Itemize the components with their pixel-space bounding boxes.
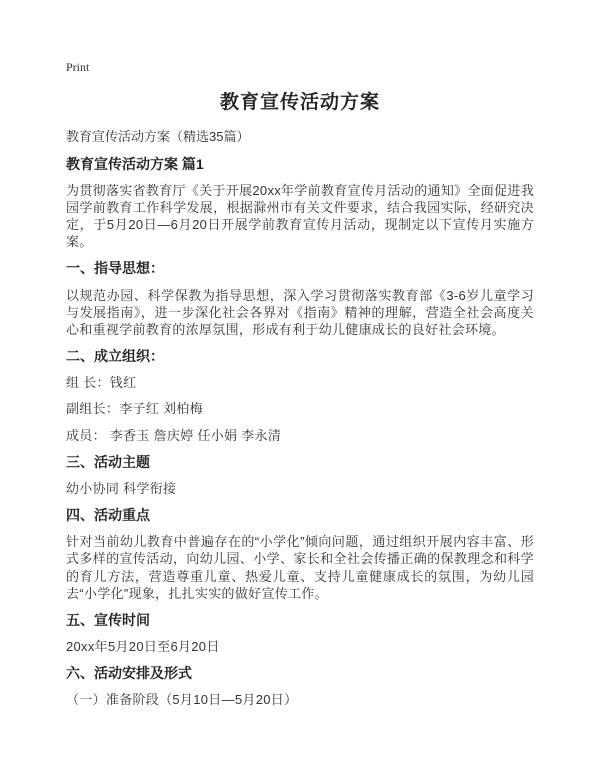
doc-subtitle: 教育宣传活动方案（精选35篇） — [66, 128, 250, 144]
heading-activity-focus: 四、活动重点 — [66, 507, 150, 524]
paragraph-theme: 幼小协同 科学衔接 — [66, 480, 177, 496]
paragraph-leader: 组 长：钱红 — [66, 375, 137, 391]
paragraph-focus: 针对当前幼儿教育中普遍存在的“小学化”倾向问题，通过组织开展内容丰富、形式多样的宣传活动，向幼儿园、小学、家长和全社会传播正确的保教理念和科学的育儿方法，营造尊重儿童、热爱儿童、支持儿童健康成长的氛围，为幼儿园去“小学化”现象，扎扎实实的做好宣传工作。 — [66, 534, 534, 601]
paragraph-deputy-leader: 副组长：李子红 刘柏梅 — [66, 401, 203, 417]
heading-guiding-ideology: 一、指导思想： — [66, 260, 164, 277]
paragraph-time: 20xx年5月20日至6月20日 — [66, 639, 220, 655]
heading-organization: 二、成立组织： — [66, 348, 164, 365]
paragraph-preparation-stage: （一）准备阶段（5月10日—5月20日） — [66, 692, 298, 708]
print-link[interactable]: Print — [66, 60, 90, 74]
heading-activity-theme: 三、活动主题 — [66, 453, 150, 470]
article-title: 教育宣传活动方案 篇1 — [66, 155, 204, 172]
heading-publicity-time: 五、宣传时间 — [66, 611, 150, 628]
page-title: 教育宣传活动方案 — [219, 92, 380, 113]
paragraph-guiding-ideology: 以规范办园、科学保教为指导思想，深入学习贯彻落实教育部《3-6岁儿童学习与发展指南》，进一步深化社会各界对《指南》精神的理解，营造全社会高度关心和重视学前教育的浓厚氛围，形成有利于幼儿健康成长的良好社会环境。 — [66, 287, 534, 337]
heading-arrangement-format: 六、活动安排及形式 — [66, 665, 192, 682]
paragraph-intro: 为贯彻落实省教育厅《关于开展20xx年学前教育宣传月活动的通知》全面促进我园学前教育工作科学发展，根据滁州市有关文件要求，结合我园实际，经研究决定，于5月20日—6月20日开展学前教育宣传月活动，现制定以下宣传月实施方案。 — [66, 182, 534, 250]
paragraph-members: 成员： 李香玉 詹庆婷 任小娟 李永清 — [66, 427, 282, 443]
